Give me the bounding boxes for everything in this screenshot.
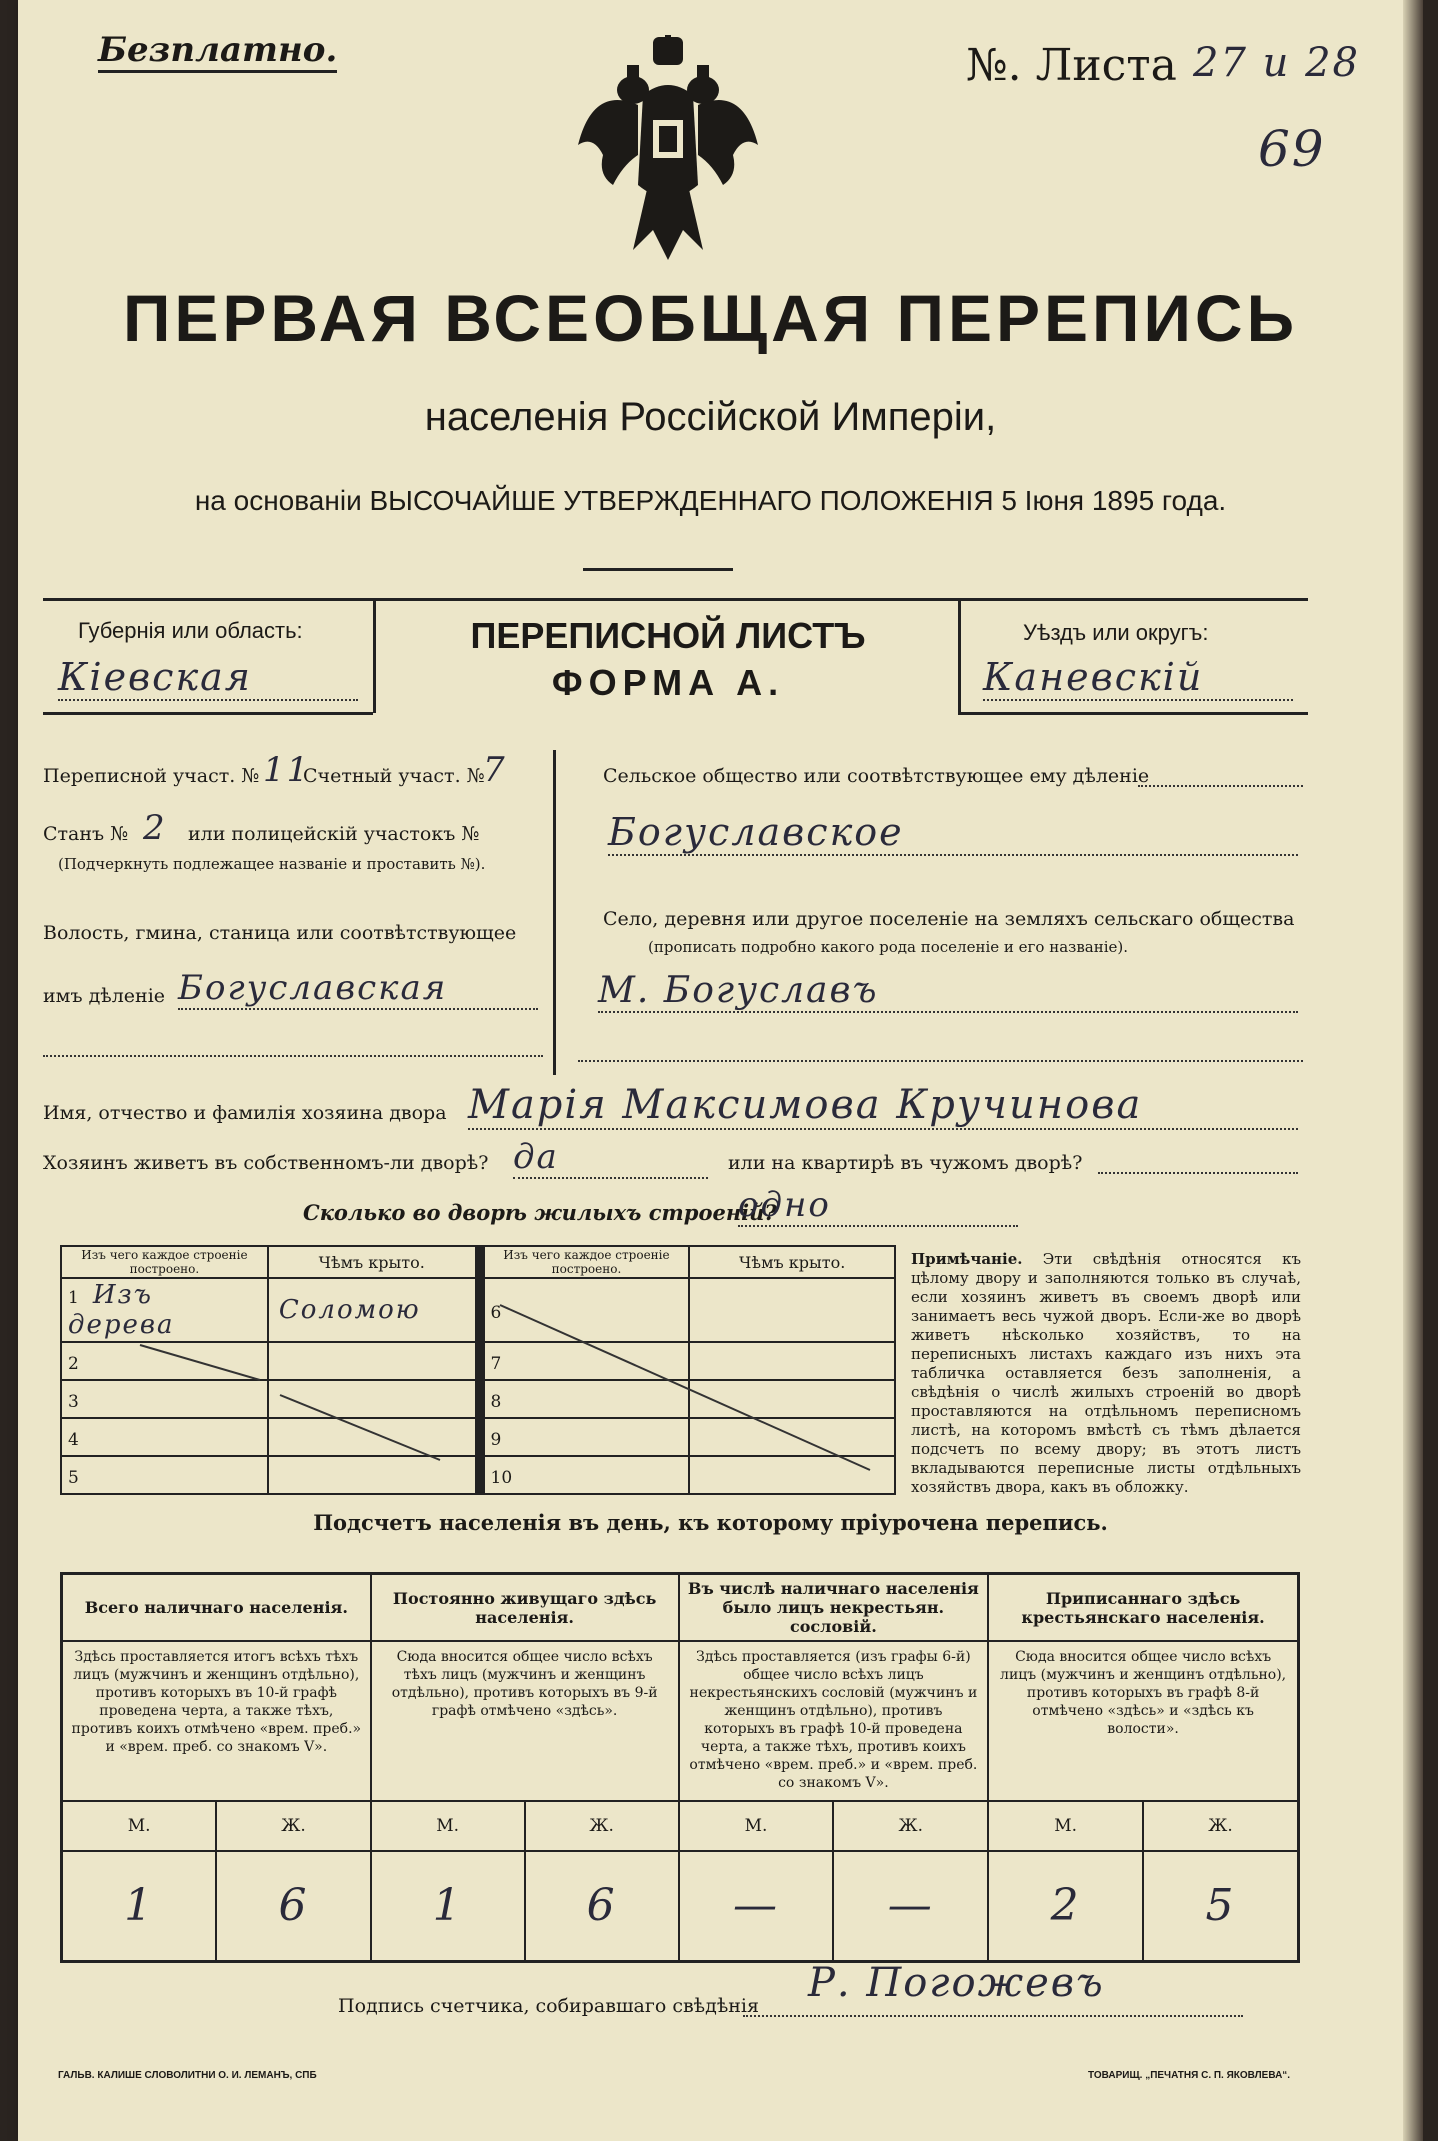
stan-label: Станъ № xyxy=(43,823,129,845)
male-count: — xyxy=(679,1851,834,1961)
signature-label: Подпись счетчика, собиравшаго свѣдѣнія xyxy=(338,1995,759,2017)
crossed-out-strokes xyxy=(60,1245,900,1475)
female-label: Ж. xyxy=(1143,1801,1298,1851)
female-count: 6 xyxy=(216,1851,370,1961)
own-yard-value: да xyxy=(513,1137,708,1179)
sheet-number-label: №. Листа xyxy=(966,40,1177,91)
rented-yard-label: или на квартирѣ въ чужомъ дворѣ? xyxy=(728,1152,1083,1174)
form-box-top-rule xyxy=(43,598,1308,601)
owner-name-label: Имя, отчество и фамилія хозяина двора xyxy=(43,1102,447,1124)
note-title: Примѣчаніе. xyxy=(911,1250,1023,1268)
count-col-header: Приписаннаго здѣсь крестьянскаго населенія. xyxy=(988,1574,1298,1642)
village-value: М. Богуславъ xyxy=(598,970,1298,1013)
row-number: 8 xyxy=(490,1392,502,1412)
village-note: (прописать подробно какого рода поселеніе и его названіе). xyxy=(648,938,1128,956)
uezd-label: Уѣздъ или округъ: xyxy=(1023,620,1209,645)
double-headed-eagle-emblem-icon xyxy=(573,35,763,265)
built-value: Изъ дерева xyxy=(68,1280,175,1340)
police-district-label: или полицейскій участокъ № xyxy=(188,823,480,845)
male-label: М. xyxy=(371,1801,525,1851)
count-col-description: Здѣсь проставляется итогъ всѣхъ тѣхъ лицъ (мужчинъ и женщинъ отдѣльно), противъ которыхъ въ 10-й графѣ проведена черта, а также тѣхъ, противъ коихъ отмѣчено «врем. преб.» и «врем. преб. со знакомъ V». xyxy=(62,1641,371,1801)
note-block xyxy=(911,1250,1301,1497)
count-col-description: Здѣсь проставляется (изъ графы 6-й) общее число всѣхъ лицъ некрестьянскихъ сословій (мужчинъ и женщинъ отдѣльно), противъ которыхъ въ графѣ 10-й проведена черта, а также тѣхъ, противъ коихъ отмѣчено «врем. преб.» и «врем. преб. со знакомъ V». xyxy=(679,1641,989,1801)
count-section-value: 7 xyxy=(483,750,507,790)
fields-divider xyxy=(553,750,556,1075)
form-title: ПЕРЕПИСНОЙ ЛИСТЪ xyxy=(470,615,866,656)
village-label: Село, деревня или другое поселеніе на земляхъ сельскаго общества xyxy=(603,908,1295,930)
census-section-value: 11 xyxy=(263,750,311,790)
female-label: Ж. xyxy=(833,1801,988,1851)
male-count: 1 xyxy=(62,1851,217,1961)
census-section-label: Переписной участ. № xyxy=(43,765,260,787)
female-label: Ж. xyxy=(525,1801,679,1851)
ornament-divider xyxy=(583,568,733,571)
female-label: Ж. xyxy=(216,1801,370,1851)
col-built-header-2: Изъ чего каждое строеніе построено. xyxy=(484,1246,690,1278)
roof-value: Соломою xyxy=(268,1278,476,1342)
signature-value: Р. Погожевъ xyxy=(808,1960,1105,2006)
row-number: 2 xyxy=(68,1354,79,1374)
male-label: М. xyxy=(62,1801,217,1851)
count-col-header: Всего наличнаго населенія. xyxy=(62,1574,371,1642)
stan-value: 2 xyxy=(143,808,167,848)
count-col-description: Сюда вносится общее число всѣхъ лицъ (мужчинъ и женщинъ отдѣльно), противъ которыхъ въ графѣ 8-й отмѣчено «здѣсь» и «здѣсь къ волости». xyxy=(988,1641,1298,1801)
row-number: 3 xyxy=(68,1392,79,1412)
buildings-count-label: Сколько во дворѣ жилыхъ строеній? xyxy=(303,1200,777,1225)
female-count: 5 xyxy=(1143,1851,1298,1961)
row-number: 1 xyxy=(68,1288,79,1308)
census-subtitle: населенія Россійской Имперіи, xyxy=(424,395,997,439)
printer-left: ГАЛЬВ. КАЛИШЕ СЛОВОЛИТНИ О. И. ЛЕМАНЪ, СПБ xyxy=(58,2070,317,2081)
own-yard-label: Хозяинъ живетъ въ собственномъ-ли дворѣ? xyxy=(43,1152,489,1174)
row-number: 5 xyxy=(68,1468,79,1488)
population-count-table xyxy=(60,1572,1300,1963)
volost-value: Богуславская xyxy=(178,968,538,1010)
male-label: М. xyxy=(679,1801,834,1851)
female-count: — xyxy=(833,1851,988,1961)
printer-right: ТОВАРИЩ. „ПЕЧАТНЯ С. П. ЯКОВЛЕВА“. xyxy=(1088,2070,1291,2081)
owner-name-value: Марія Максимова Кручинова xyxy=(468,1082,1298,1130)
col-built-header: Изъ чего каждое строеніе построено. xyxy=(61,1246,268,1278)
row-number: 9 xyxy=(490,1430,502,1450)
society-label: Сельское общество или соотвѣтствующее ему дѣленіе xyxy=(603,765,1150,787)
gubernia-label: Губернія или область: xyxy=(78,618,303,643)
note-text: Эти свѣдѣнія относятся къ цѣлому двору и заполняются только въ случаѣ, если хозяинъ живетъ въ своемъ дворѣ или занимаетъ весь чужой дворъ. Если-же во дворѣ живетъ нѣсколько хозяйствъ, то на переписныхъ листахъ каждаго изъ нихъ эта табличка оставляется безъ заполненія, а свѣдѣнія о числѣ жилыхъ строеній во дворѣ проставляются на отдѣльномъ переписномъ листѣ, на которомъ вмѣстѣ съ тѣмъ дѣлается подсчетъ по всему двору; въ этотъ листъ вкладываются переписные листы отдѣльныхъ хозяйствъ двора, какъ въ обложку. xyxy=(911,1250,1301,1496)
society-value: Богуславское xyxy=(608,810,1298,856)
gubernia-value: Кіевская xyxy=(58,655,358,701)
count-col-description: Сюда вносится общее число всѣхъ тѣхъ лицъ (мужчинъ и женщинъ отдѣльно), противъ которыхъ въ 9-й графѣ отмѣчено «здѣсь». xyxy=(371,1641,679,1801)
male-count: 1 xyxy=(371,1851,525,1961)
volost-label-2: имъ дѣленіе xyxy=(43,985,166,1007)
count-col-header: Въ числѣ наличнаго населенія было лицъ некрестьян. сословій. xyxy=(679,1574,989,1642)
buildings-count-value: одно xyxy=(738,1185,1018,1227)
row-number: 10 xyxy=(490,1468,513,1488)
uezd-value: Каневскій xyxy=(983,655,1293,701)
col-roof-header-2: Чѣмъ крыто. xyxy=(689,1246,895,1278)
free-label: Безплатно. xyxy=(98,30,337,73)
census-sheet xyxy=(18,0,1403,2141)
volost-label: Волость, гмина, станица или соотвѣтствующее xyxy=(43,922,517,944)
male-label: М. xyxy=(988,1801,1143,1851)
row-number: 4 xyxy=(68,1430,79,1450)
sheet-number-extra: 69 xyxy=(1258,120,1326,178)
count-section-label: Счетный участ. № xyxy=(303,765,485,787)
row-number: 6 xyxy=(490,1303,502,1323)
col-roof-header: Чѣмъ крыто. xyxy=(268,1246,476,1278)
census-basis: на основаніи ВЫСОЧАЙШЕ УТВЕРЖДЕННАГО ПОЛОЖЕНІЯ 5 Іюня 1895 года. xyxy=(194,485,1227,516)
count-title: Подсчетъ населенія въ день, къ которому пріурочена перепись. xyxy=(313,1510,1108,1535)
row-number: 7 xyxy=(490,1354,502,1374)
form-letter: ФОРМА А. xyxy=(551,662,785,703)
stan-note: (Подчеркнуть подлежащее названіе и проставить №). xyxy=(58,855,486,873)
census-title: ПЕРВАЯ ВСЕОБЩАЯ ПЕРЕПИСЬ xyxy=(122,281,1299,355)
male-count: 2 xyxy=(988,1851,1143,1961)
count-col-header: Постоянно живущаго здѣсь населенія. xyxy=(371,1574,679,1642)
sheet-number-value: 27 и 28 xyxy=(1193,40,1360,86)
female-count: 6 xyxy=(525,1851,679,1961)
